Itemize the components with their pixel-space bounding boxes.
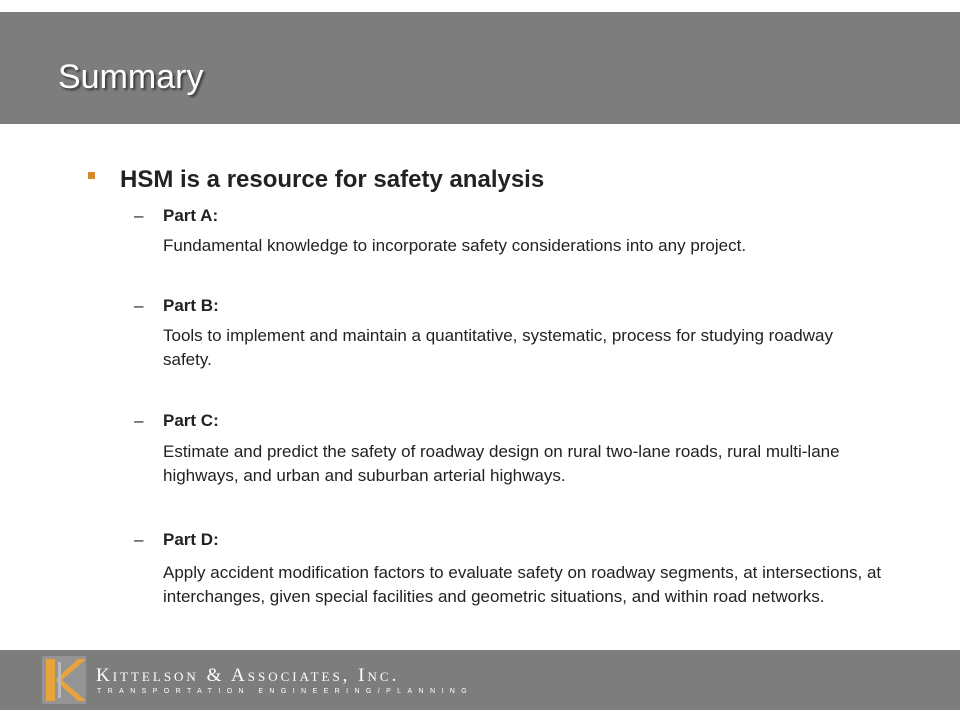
footer-bar xyxy=(0,650,960,710)
part-a-description: Fundamental knowledge to incorporate safety considerations into any project. xyxy=(163,236,747,255)
part-c-description: Estimate and predict the safety of roadway design on rural two-lane roads, rural multi-lane highways, and urban and suburban arterial highways. xyxy=(163,442,840,485)
dash-marker: – xyxy=(134,296,144,315)
dash-marker: – xyxy=(134,530,144,549)
main-point: HSM is a resource for safety analysis xyxy=(120,166,545,193)
part-b-label: Part B: xyxy=(163,296,219,315)
part-c-label: Part C: xyxy=(163,411,219,430)
dash-marker: – xyxy=(134,411,144,430)
part-d-description: Apply accident modification factors to evaluate safety on roadway segments, at intersections, at interchanges, given special facilities and geometric situations, and within road networks. xyxy=(163,563,882,606)
dash-marker: – xyxy=(134,206,144,225)
part-b-description: Tools to implement and maintain a quantitative, systematic, process for studying roadway safety. xyxy=(163,326,833,369)
company-name: Kittelson & Associates, Inc. xyxy=(96,665,400,686)
part-a-label: Part A: xyxy=(163,206,219,225)
company-tagline: TRANSPORTATION ENGINEERING/PLANNING xyxy=(97,688,474,695)
slide-title: Summary xyxy=(58,58,204,96)
square-bullet-icon xyxy=(88,172,100,184)
part-d-label: Part D: xyxy=(163,530,219,549)
title-bar xyxy=(0,12,960,124)
kittelson-k-logo-icon xyxy=(42,656,86,704)
